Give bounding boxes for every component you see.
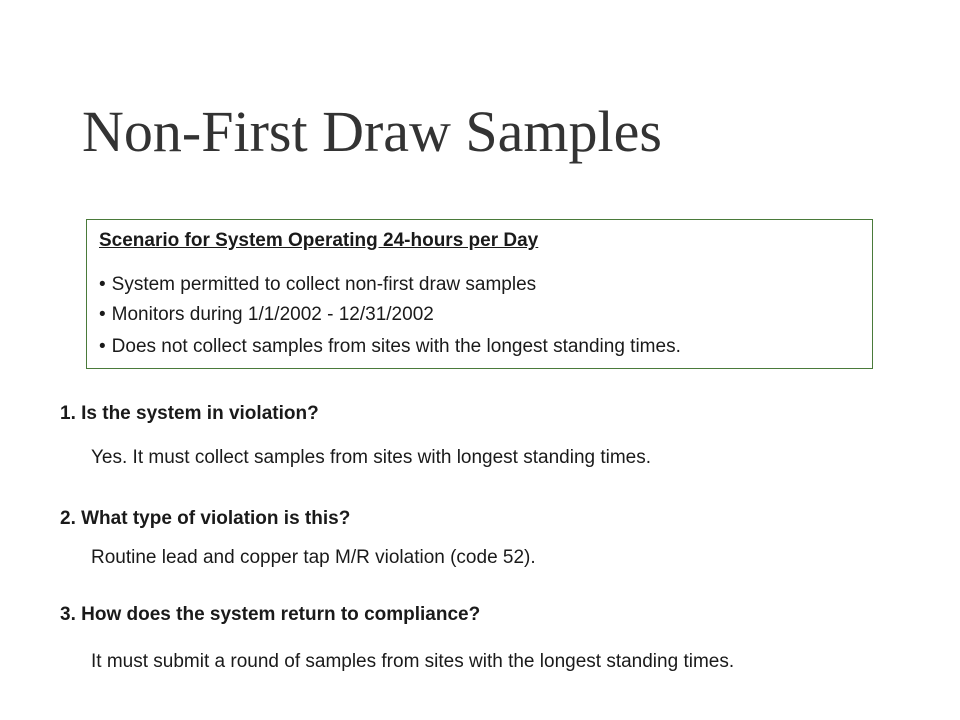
- scenario-bullet-3: [99, 335, 681, 359]
- scenario-box: [86, 219, 873, 369]
- bullet-dot: •: [99, 336, 106, 357]
- slide-title: Non-First Draw Samples: [82, 99, 662, 164]
- answer-2: Routine lead and copper tap M/R violation (code 52).: [91, 547, 536, 568]
- question-2: 2. What type of violation is this?: [60, 508, 351, 529]
- scenario-bullet-2: [99, 303, 434, 327]
- scenario-bullet-1: [99, 273, 536, 297]
- answer-1: Yes. It must collect samples from sites with longest standing times.: [91, 447, 652, 468]
- bullet-text: Does not collect samples from sites with the longest standing times.: [111, 336, 681, 357]
- question-1: 1. Is the system in violation?: [60, 403, 319, 424]
- answer-3: It must submit a round of samples from sites with the longest standing times.: [91, 651, 735, 672]
- bullet-dot: •: [99, 304, 106, 325]
- bullet-text: Monitors during 1/1/2002 - 12/31/2002: [111, 304, 434, 325]
- bullet-text: System permitted to collect non-first draw samples: [111, 274, 537, 295]
- bullet-dot: •: [99, 274, 106, 295]
- scenario-heading: Scenario for System Operating 24-hours per Day: [99, 230, 539, 251]
- question-3: 3. How does the system return to compliance?: [60, 604, 481, 625]
